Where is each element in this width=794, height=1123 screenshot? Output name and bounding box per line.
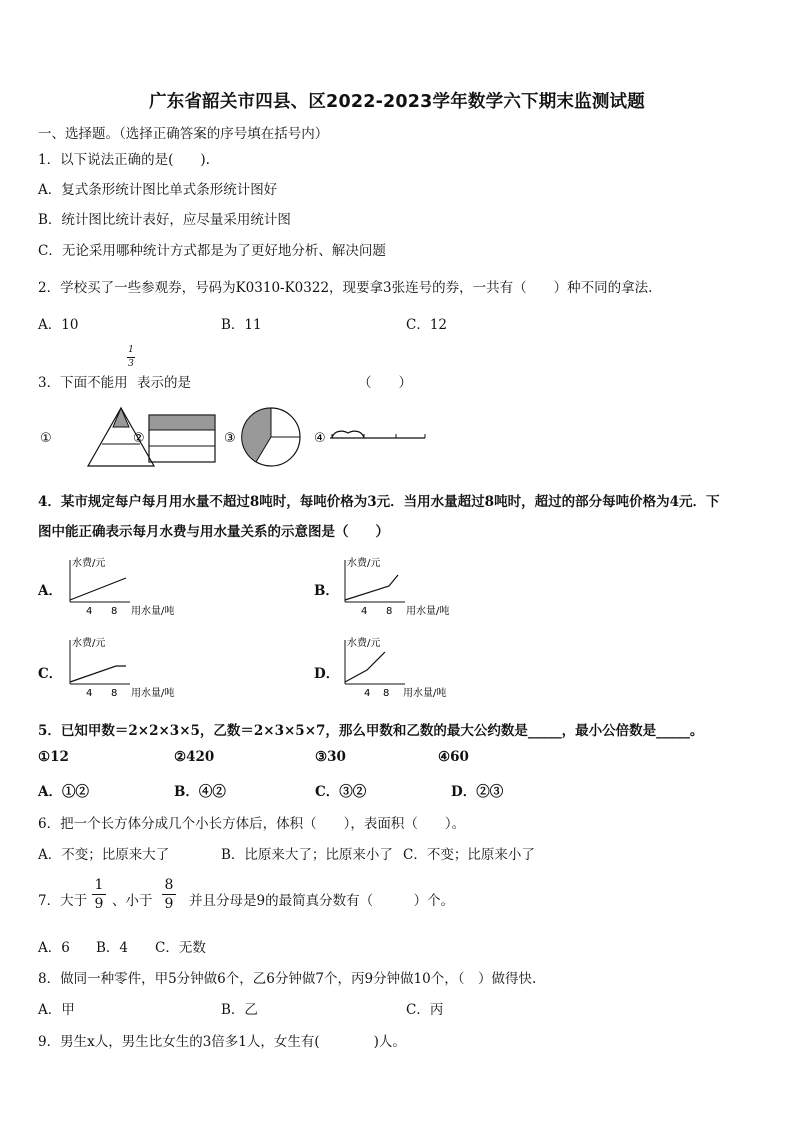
q7-fraction-1-numerator: 1: [94, 877, 104, 893]
q8-option-c: C．丙: [406, 1002, 444, 1018]
q1-option-b: B．统计图比统计表好，应尽量采用统计图: [38, 212, 291, 228]
q7-fraction-1-9: [92, 877, 106, 912]
q3-label-3: ③: [224, 431, 236, 446]
q5-option-d: D．②③: [451, 784, 504, 800]
q6-option-a: A．不变；比原来大了: [38, 847, 170, 863]
rectangle-shaded-part: [149, 415, 215, 430]
q2-option-c: C．12: [406, 317, 448, 333]
q7-stem-part2: 、小于: [112, 893, 153, 909]
q2-stem: 2．学校买了一些参观券，号码为K0310-K0322，现要拿3张连号的券，一共有（ ）种不同的拿法.: [38, 280, 653, 296]
number-line-brace: [332, 431, 364, 438]
q4-stem-line2: 图中能正确表示每月水费与用水量关系的示意图是（ ）: [38, 524, 389, 540]
q5-stem: 5．已知甲数＝2×2×3×5，乙数＝2×3×5×7，那么甲数和乙数的最大公约数是_____，最小公倍数是_____。: [38, 723, 704, 739]
q3-fraction-denominator: 3: [128, 359, 134, 369]
q4-a-ylabel: 水费/元: [72, 558, 106, 569]
q8-option-b: B．乙: [221, 1002, 258, 1018]
q4-d-xlabel: 用水量/吨: [403, 688, 447, 699]
q8-stem: 8．做同一种零件，甲5分钟做6个，乙6分钟做7个，丙9分钟做10个，（ ）做得快.: [38, 971, 537, 987]
q4-option-b-label: B．: [314, 583, 339, 599]
q5-choice-2: ②420: [174, 749, 215, 765]
q4-c-ylabel: 水费/元: [72, 638, 106, 649]
q3-label-1: ①: [40, 431, 52, 446]
q7-fraction-2-denominator: 9: [164, 896, 174, 912]
q2-option-b: B．11: [221, 317, 262, 333]
q4-b-xlabel: 用水量/吨: [406, 606, 450, 617]
q4-a-line: [70, 578, 126, 600]
q4-b-tick4: 4: [361, 606, 368, 617]
q4-b-tick8: 8: [386, 606, 393, 617]
q7-option-c: C．无数: [155, 940, 206, 956]
q4-stem-line1: 4．某市规定每户每月用水量不超过8吨时，每吨价格为3元．当用水量超过8吨时，超过的部分每吨价格为4元．下: [38, 494, 720, 510]
q4-graph-d: [337, 632, 477, 702]
q5-option-b: B．④②: [174, 784, 226, 800]
q5-choice-3: ③30: [315, 749, 346, 765]
q3-stem: 3．下面不能用: [38, 375, 128, 391]
q4-a-tick4: 4: [86, 606, 93, 617]
q8-option-a: A．甲: [38, 1002, 75, 1018]
q5-choice-4: ④60: [438, 749, 469, 765]
q1-option-c: C．无论采用哪种统计方式都是为了更好地分析、解决问题: [38, 243, 386, 259]
q9-stem: 9．男生x人，男生比女生的3倍多1人，女生有( )人。: [38, 1034, 406, 1050]
q3-label-2: ②: [133, 431, 145, 446]
q1-option-a: A．复式条形统计图比单式条形统计图好: [38, 182, 278, 198]
q4-d-line: [345, 652, 385, 682]
q4-option-c-label: C．: [38, 666, 63, 682]
q4-graph-a: [62, 552, 202, 622]
q1-stem: 1．以下说法正确的是( ).: [38, 152, 210, 168]
q4-graph-c: [62, 632, 202, 702]
q3-label-4: ④: [314, 431, 326, 446]
circle-shaded-sector: [242, 408, 271, 462]
q4-b-line: [345, 575, 398, 600]
q7-option-a: A．6: [38, 940, 70, 956]
q4-option-a-label: A．: [38, 583, 62, 599]
q5-choice-1: ①12: [38, 749, 69, 765]
q4-d-tick4: 4: [364, 688, 371, 699]
q3-figures: [30, 400, 450, 472]
q3-fraction-numerator: 1: [128, 345, 134, 355]
q5-option-c: C．③②: [315, 784, 367, 800]
q7-fraction-2-numerator: 8: [164, 877, 174, 893]
q7-fraction-8-9: [162, 877, 176, 912]
q3-answer-paren: （ ）: [358, 375, 412, 391]
q4-c-xlabel: 用水量/吨: [131, 688, 175, 699]
q4-a-xlabel: 用水量/吨: [131, 606, 175, 617]
section-heading: 一、选择题。（选择正确答案的序号填在括号内）: [38, 126, 329, 142]
q3-stem-suffix: 表示的是: [137, 375, 191, 391]
page-title: 广东省韶关市四县、区2022-2023学年数学六下期末监测试题: [149, 92, 645, 112]
q4-c-line: [70, 666, 126, 682]
q4-d-tick8: 8: [383, 688, 390, 699]
q4-c-tick4: 4: [86, 688, 93, 699]
q4-c-tick8: 8: [111, 688, 118, 699]
q4-option-d-label: D．: [314, 666, 340, 682]
q4-d-ylabel: 水费/元: [347, 638, 381, 649]
q7-stem-part3: 并且分母是9的最简真分数有（ ）个。: [189, 893, 455, 909]
q4-a-tick8: 8: [111, 606, 118, 617]
q3-fraction: [127, 345, 135, 369]
q6-stem: 6．把一个长方体分成几个小长方体后，体积（ ），表面积（ ）。: [38, 816, 466, 832]
q7-option-b: B．4: [96, 940, 129, 956]
q7-stem-part1: 7．大于: [38, 893, 88, 909]
q4-b-ylabel: 水费/元: [347, 558, 381, 569]
q4-graph-b: [337, 552, 477, 622]
q2-option-a: A．10: [38, 317, 79, 333]
q7-fraction-1-denominator: 9: [94, 896, 104, 912]
q5-option-a: A．①②: [38, 784, 89, 800]
q6-option-b: B．比原来大了；比原来小了: [221, 847, 393, 863]
q6-option-c: C．不变；比原来小了: [403, 847, 535, 863]
